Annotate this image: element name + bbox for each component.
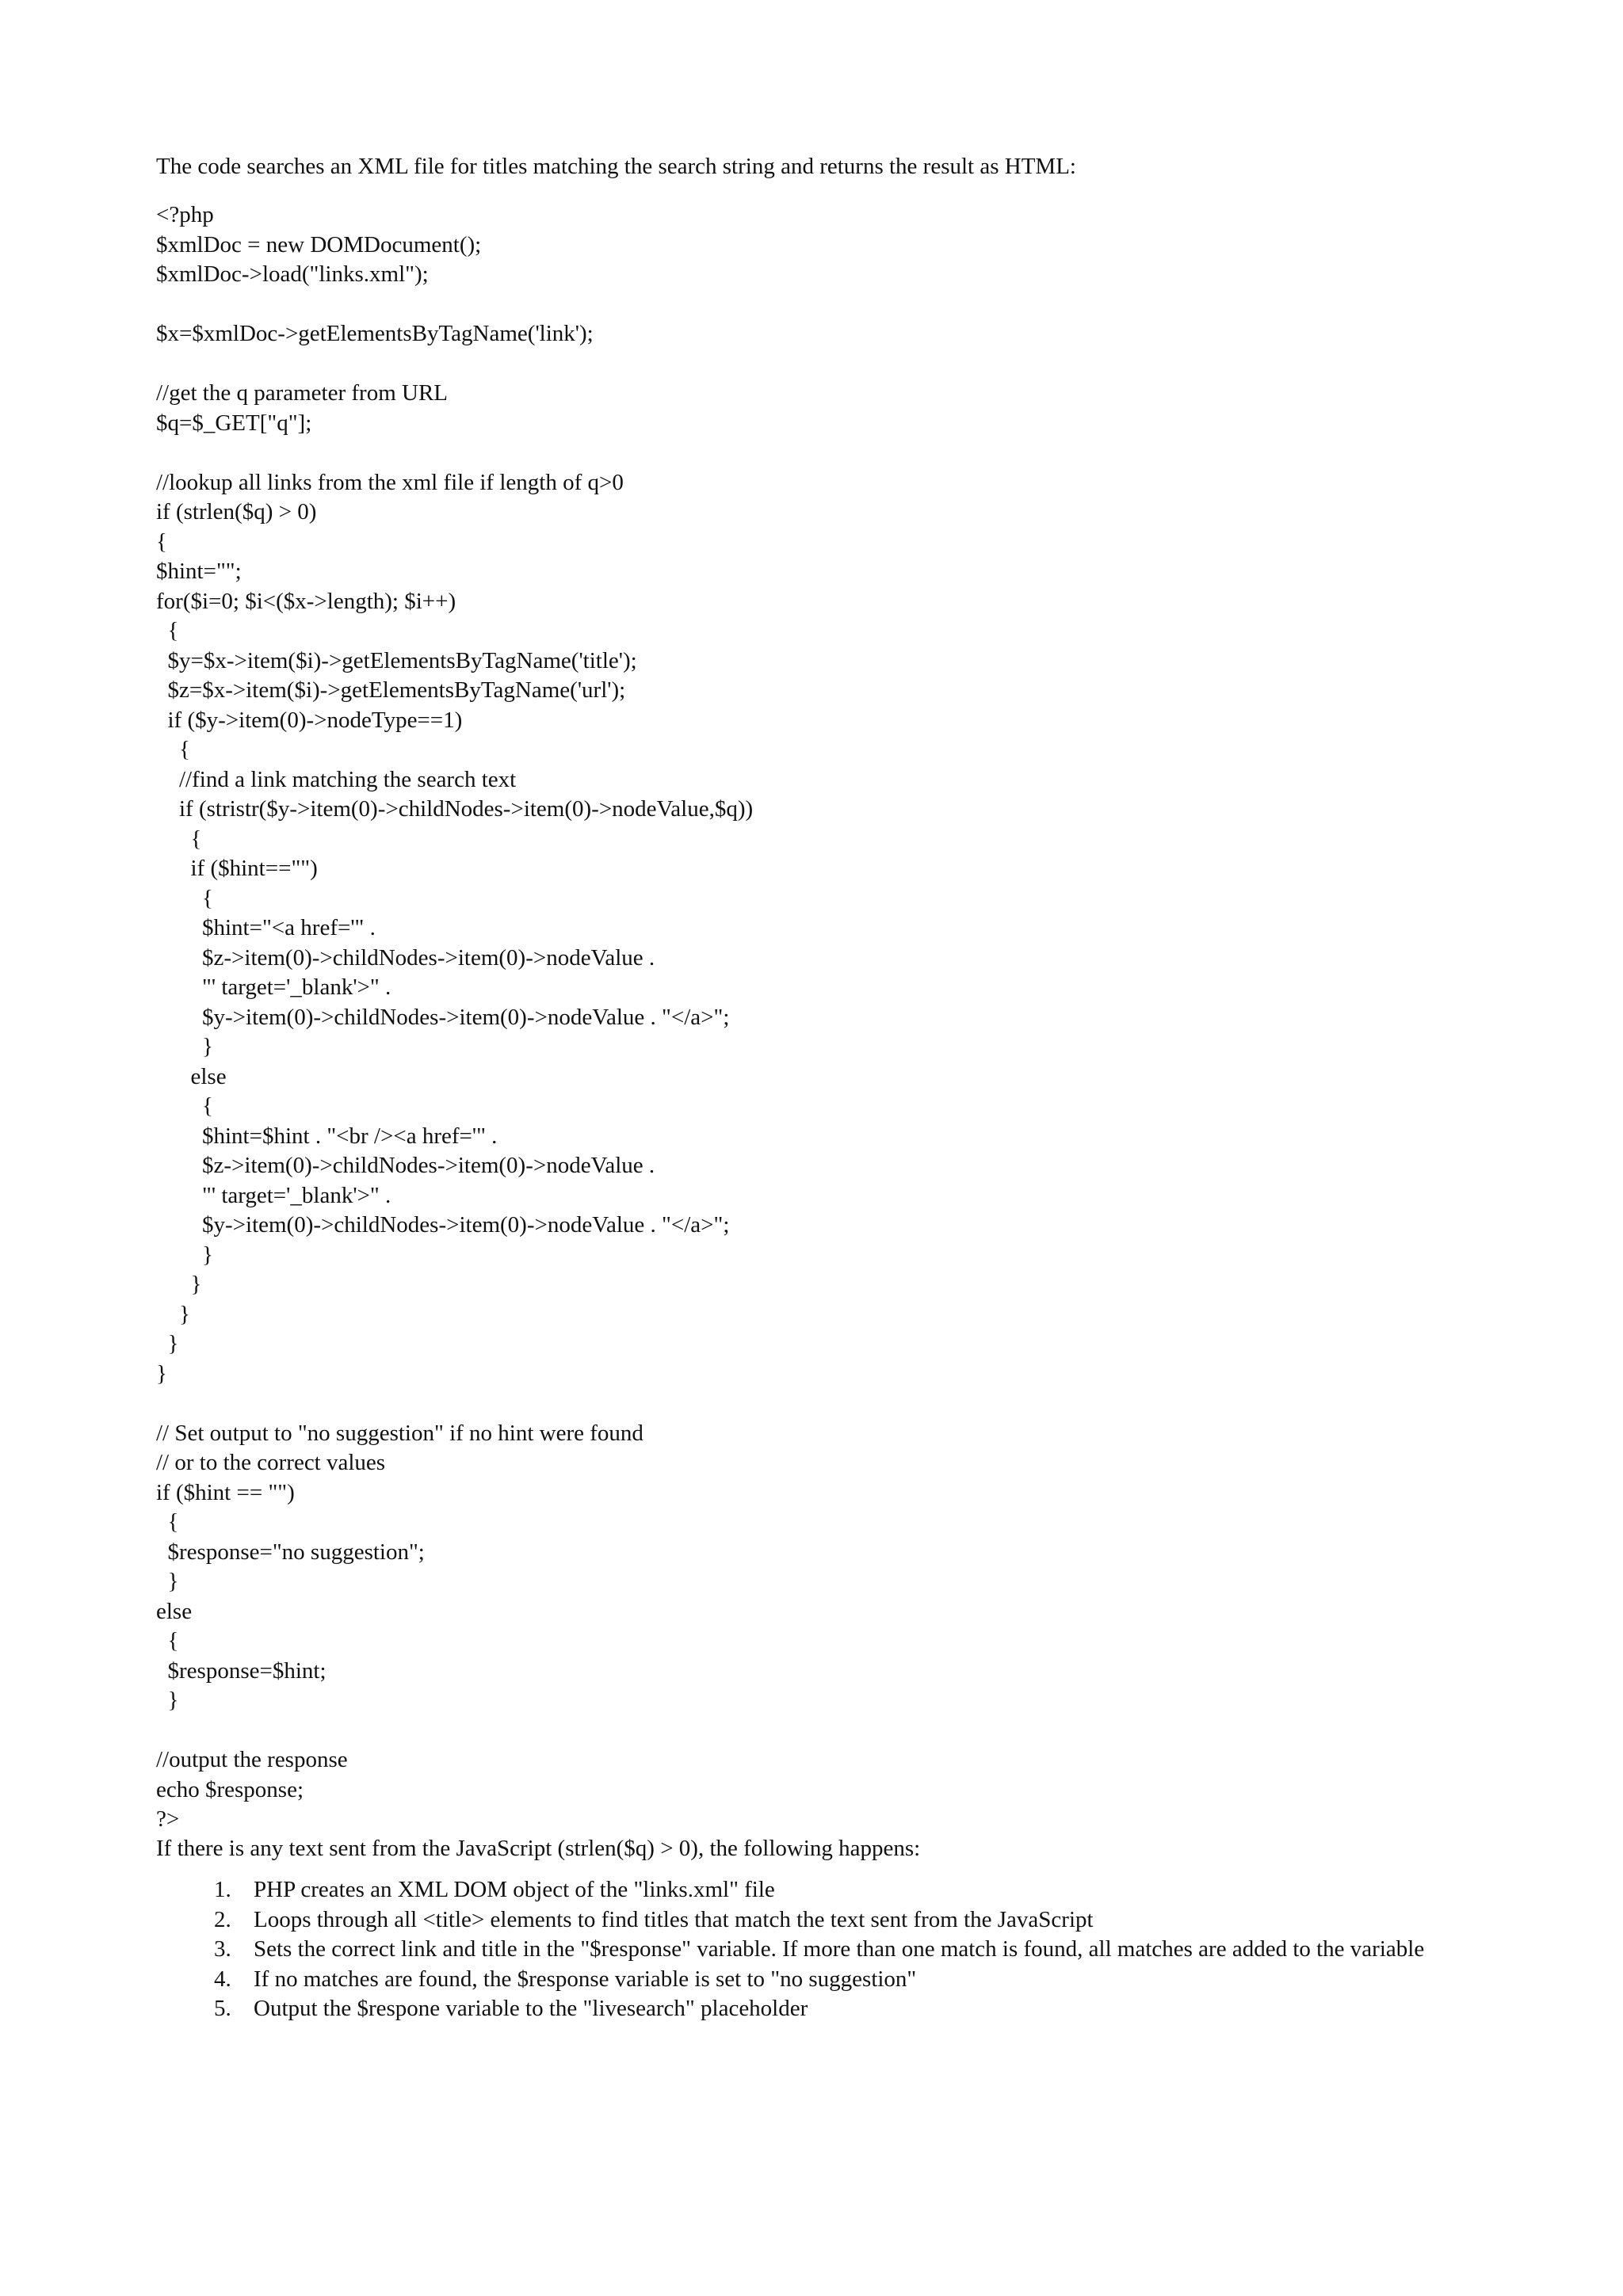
code-line <box>156 1389 1503 1419</box>
code-line: { <box>156 737 190 762</box>
code-line: $q=$_GET["q"]; <box>156 410 312 436</box>
list-item <box>206 1935 1442 1965</box>
code-line: // or to the correct values <box>156 1450 386 1475</box>
code-line: } <box>156 1241 213 1268</box>
code-line: ?> <box>156 1806 180 1832</box>
php-code-block <box>156 200 1503 1835</box>
code-line: $hint=$hint . "<br /><a href='" . <box>156 1123 498 1149</box>
code-line: } <box>156 1360 167 1386</box>
list-item-text: PHP creates an XML DOM object of the "links.xml" file <box>254 1877 775 1902</box>
code-line: } <box>156 1272 202 1297</box>
code-line: $z=$x->item($i)->getElementsByTagName('url'); <box>156 677 626 703</box>
code-line: $xmlDoc = new DOMDocument(); <box>156 231 482 257</box>
code-line: $hint=""; <box>156 559 242 584</box>
code-line: { <box>156 528 167 555</box>
code-line: // Set output to "no suggestion" if no hint were found <box>156 1420 643 1446</box>
code-line: $response=$hint; <box>156 1657 327 1684</box>
list-item-text: If no matches are found, the $response variable is set to "no suggestion" <box>254 1966 917 1992</box>
list-item-number: 2. <box>214 1906 231 1932</box>
code-line: $hint="<a href='" . <box>156 915 376 940</box>
list-item-number: 4. <box>214 1966 231 1992</box>
list-item-number: 3. <box>214 1936 231 1962</box>
code-line: } <box>156 1034 213 1059</box>
list-item-number: 5. <box>214 1996 231 2021</box>
code-line: //get the q parameter from URL <box>156 380 449 406</box>
code-line: $z->item(0)->childNodes->item(0)->nodeValue . <box>156 944 655 971</box>
list-item <box>206 1965 1442 1995</box>
code-line: } <box>156 1331 179 1356</box>
code-line: { <box>156 1628 179 1653</box>
code-line: if ($hint=="") <box>156 856 318 881</box>
code-line: if ($hint == "") <box>156 1479 295 1505</box>
code-line <box>156 349 1503 379</box>
explanation-paragraph: If there is any text sent from the JavaScript (strlen($q) > 0), the following happens: <box>156 1836 921 1861</box>
code-line: } <box>156 1301 190 1327</box>
list-item-number: 1. <box>214 1877 231 1902</box>
code-line <box>156 290 1503 320</box>
list-item-text: Output the $respone variable to the "livesearch" placeholder <box>254 1996 808 2021</box>
code-line: for($i=0; $i<($x->length); $i++) <box>156 588 456 614</box>
code-line: $z->item(0)->childNodes->item(0)->nodeValue . <box>156 1153 655 1178</box>
code-line: $y=$x->item($i)->getElementsByTagName('title'); <box>156 647 637 673</box>
code-line <box>156 438 1503 468</box>
code-line: if (strlen($q) > 0) <box>156 499 317 524</box>
code-line: $xmlDoc->load("links.xml"); <box>156 261 429 287</box>
code-line: { <box>156 1509 179 1535</box>
code-line: else <box>156 1063 227 1089</box>
code-line: else <box>156 1598 193 1624</box>
list-item-text: Sets the correct link and title in the "$response" variable. If more than one match is found, all matches are added to the variable <box>254 1936 1425 1962</box>
code-line: { <box>156 826 202 852</box>
code-line: } <box>156 1688 179 1713</box>
list-item <box>206 1875 1442 1905</box>
code-line: } <box>156 1569 179 1594</box>
list-item <box>206 1994 1442 2024</box>
intro-paragraph: The code searches an XML file for titles matching the search string and returns the result as HTML: <box>156 154 1076 179</box>
code-line: $x=$xmlDoc->getElementsByTagName('link'); <box>156 321 594 346</box>
code-line: //output the response <box>156 1747 348 1772</box>
code-line: { <box>156 1093 213 1119</box>
code-line: $y->item(0)->childNodes->item(0)->nodeValue . "</a>"; <box>156 1212 730 1238</box>
code-line: //lookup all links from the xml file if length of q>0 <box>156 469 624 495</box>
code-line <box>156 1716 1503 1746</box>
list-item <box>206 1905 1442 1936</box>
code-line: if ($y->item(0)->nodeType==1) <box>156 707 463 733</box>
code-line: "' target='_blank'>" . <box>156 974 391 1000</box>
steps-list <box>206 1875 1442 2024</box>
code-line: if (stristr($y->item(0)->childNodes->item(0)->nodeValue,$q)) <box>156 796 754 822</box>
code-line: $response="no suggestion"; <box>156 1539 425 1565</box>
code-line: //find a link matching the search text <box>156 766 517 792</box>
code-line: <?php <box>156 202 214 227</box>
list-item-text: Loops through all <title> elements to find titles that match the text sent from the JavaScript <box>254 1906 1094 1932</box>
code-line: "' target='_blank'>" . <box>156 1182 391 1208</box>
code-line: $y->item(0)->childNodes->item(0)->nodeValue . "</a>"; <box>156 1004 730 1030</box>
code-line: echo $response; <box>156 1776 304 1802</box>
code-line: { <box>156 618 179 643</box>
code-line: { <box>156 885 213 911</box>
